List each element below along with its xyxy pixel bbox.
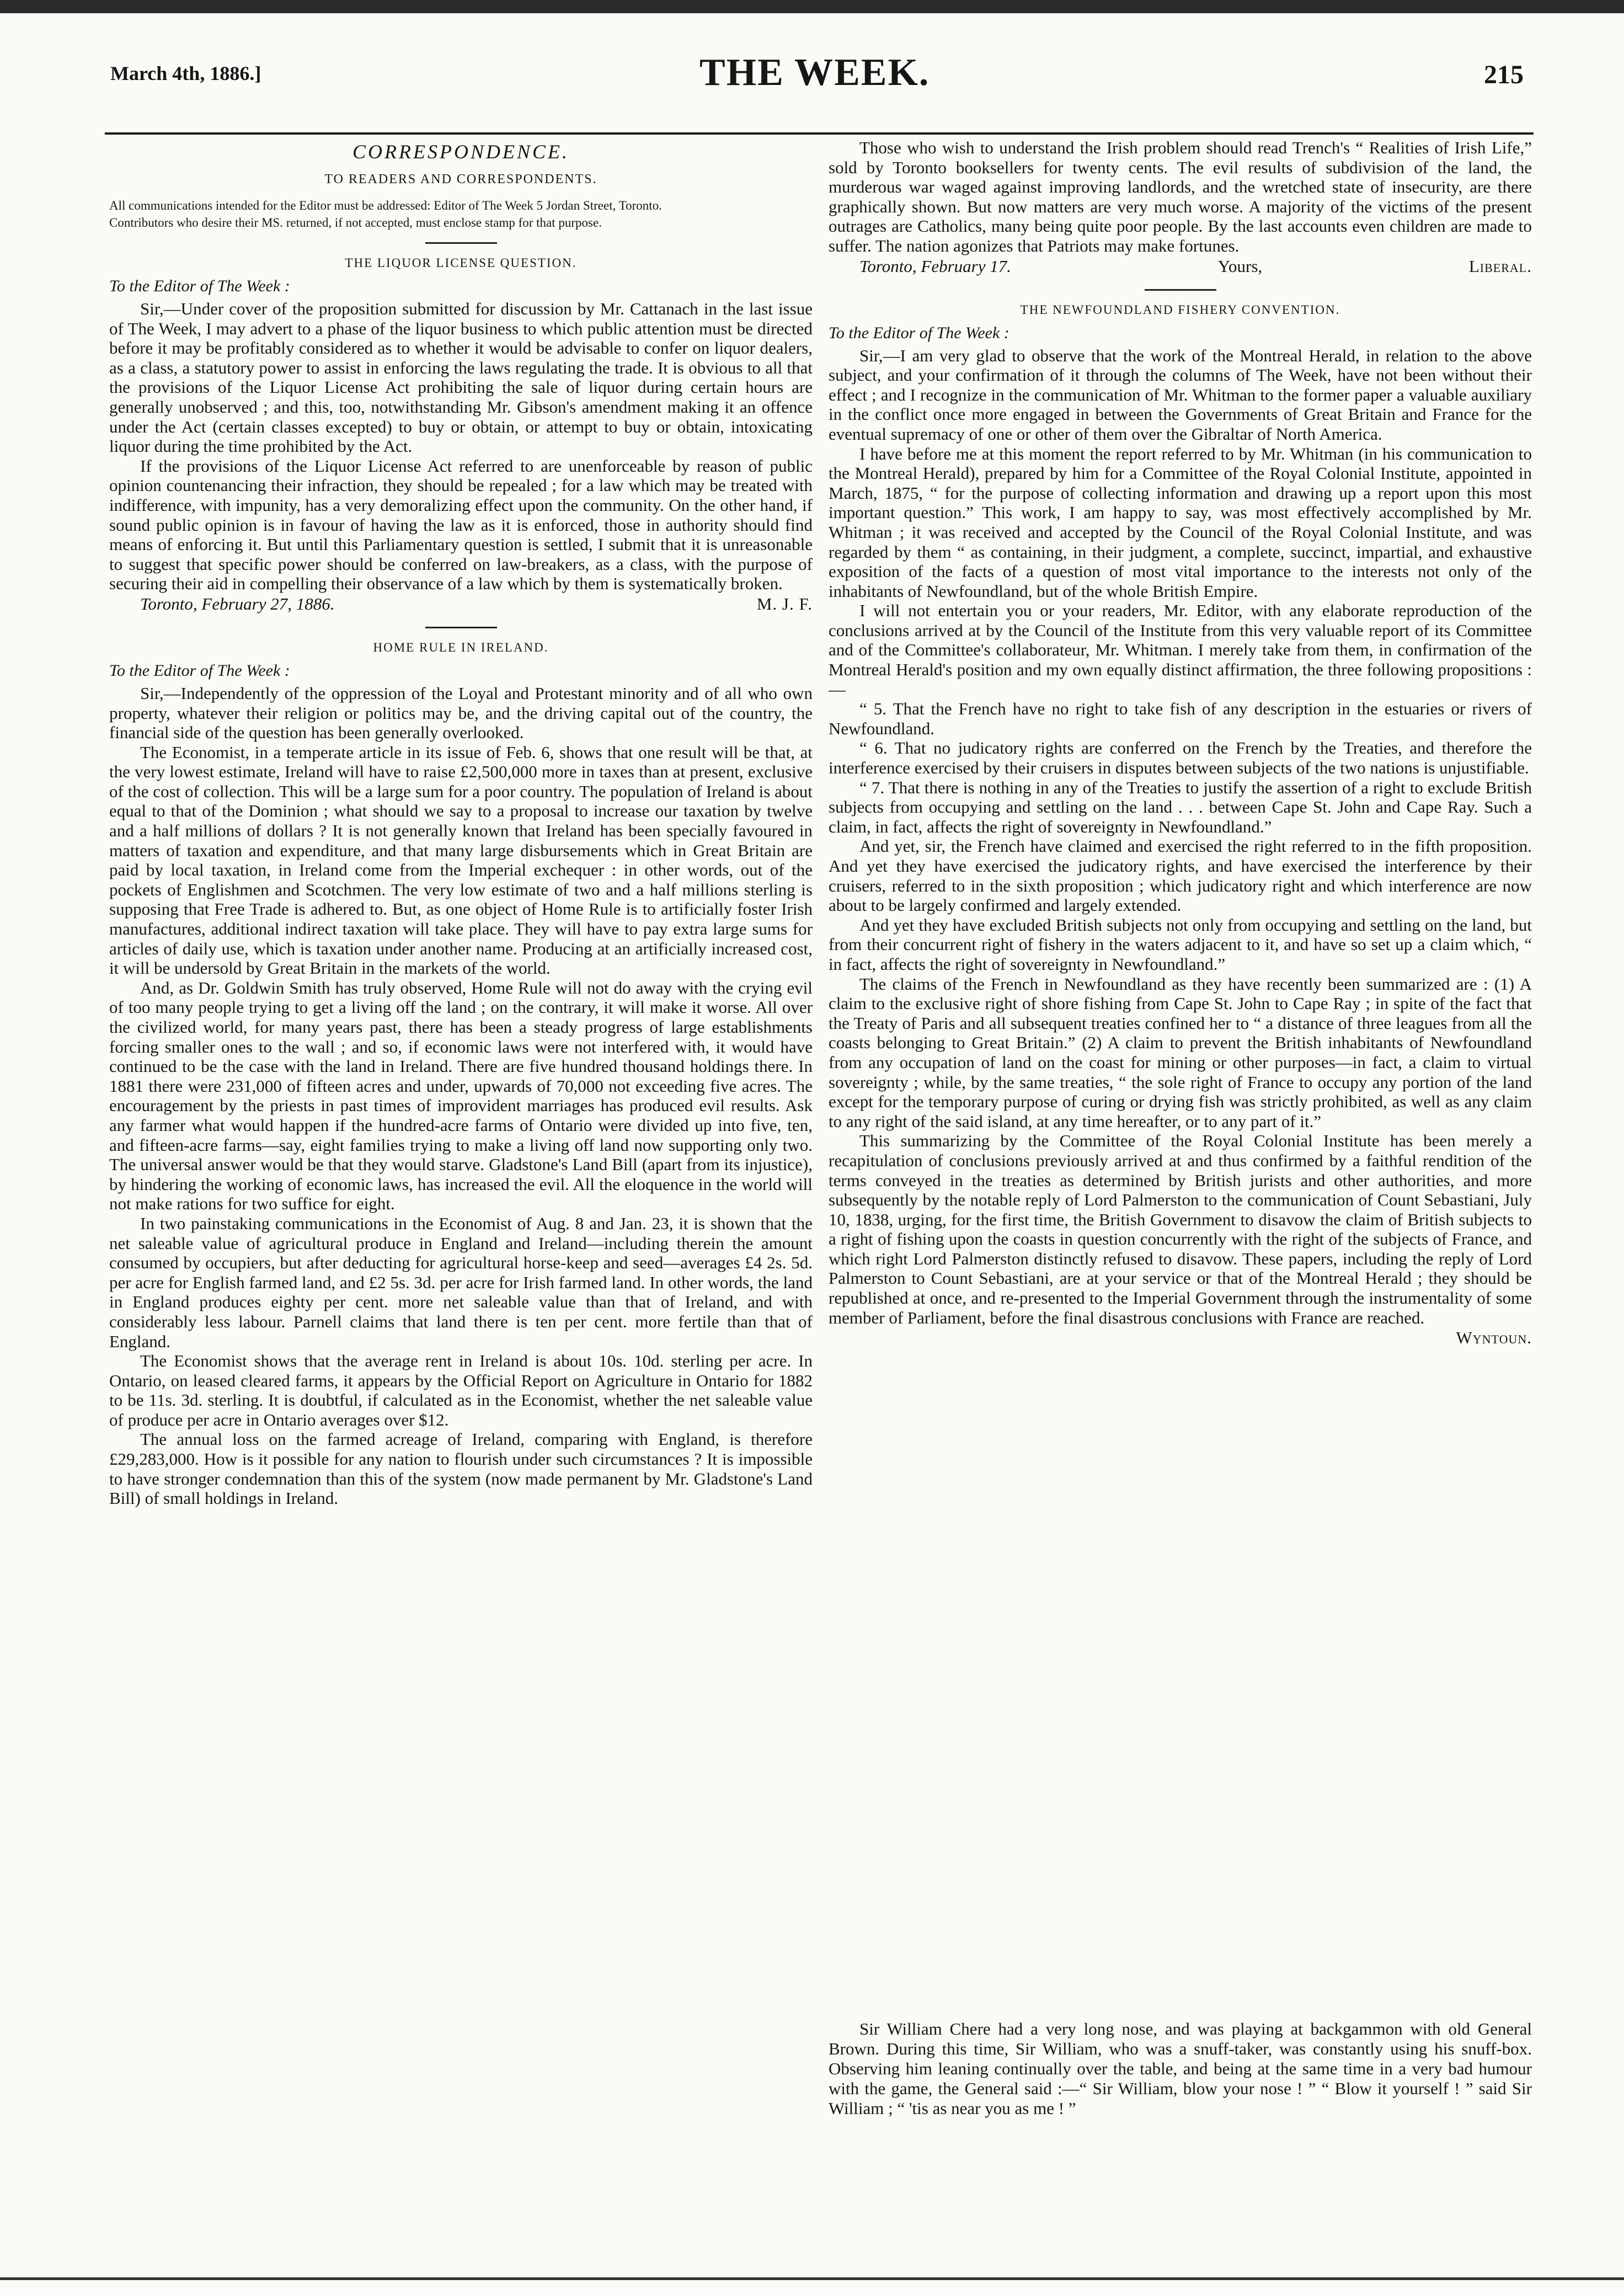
paragraph: And yet, sir, the French have claimed and exercised the right referred to in the fifth proposition. And yet they have exercised the judicatory rights, and have exercised the interference by their cruisers, referred to in the sixth proposition ; which judicatory right and which interference are now about to be largely confirmed and largely extended. bbox=[829, 836, 1532, 915]
divider bbox=[425, 627, 497, 628]
issue-date: March 4th, 1886.] bbox=[110, 62, 261, 84]
salutation: To the Editor of The Week : bbox=[829, 323, 1009, 342]
paragraph: And, as Dr. Goldwin Smith has truly observed, Home Rule will not do away with the crying evil of too many people trying to get a living off the land ; on the contrary, it will make it worse. All over the civilized world, for many years past, there has been a steady progress of large establishments forcing smaller ones to the wall ; and so, if economic laws were not interfered with, it would have continued to be the case with the land in Ireland. There are five hundred thousand holdings there. In 1881 there were 231,000 of fifteen acres and under, upwards of 70,000 not exceeding five acres. The encouragement by the priests in past times of improvident marriages has produced evil results. Ask any farmer what would happen if the hundred-acre farms of Ontario were divided up into five, ten, and fifteen-acre farms—say, eight families trying to make a living off land now supporting only two. The universal answer would be that they would starve. Gladstone's Land Bill (apart from its injustice), by hindering the working of economic laws, has increased the evil. All the eloquence in the world will not make rations for two suffice for eight. bbox=[109, 978, 813, 1214]
paragraph: This summarizing by the Committee of the Royal Colonial Institute has been merely a recapitulation of conclusions previously arrived at and thus confirmed by a faithful rendition of the terms conveyed in the treaties as determined by British jurists and other authorities, and more subsequently by the notable reply of Lord Palmerston to the communication of Count Sebastiani, July 10, 1838, urging, for the first time, the British Government to disavow the claim of British subjects to a right of fishing upon the coasts in question concurrently with the right of the subjects of France, and which right Lord Palmerston distinctly refused to disavow. These papers, including the reply of Lord Palmerston to Count Sebastiani, are at your service or that of the Montreal Herald ; they should be republished at once, and re-presented to the Imperial Government through the instrumentality of some member of Parliament, before the final disastrous conclusions with France are reached. bbox=[829, 1131, 1532, 1327]
article-home-rule bbox=[109, 641, 813, 1508]
article-heading: HOME RULE IN IRELAND. bbox=[373, 640, 549, 654]
paragraph: The Economist shows that the average rent in Ireland is about 10s. 10d. sterling per acre. In Ontario, on leased cleared farms, it appears by the Official Report on Agriculture in Ontario for 1882 to be 11s. 3d. sterling. It is doubtful, if calculated as in the Economist, whether the net saleable value of produce per acre in Ontario averages over $12. bbox=[109, 1351, 813, 1429]
page-number: 215 bbox=[1484, 60, 1524, 89]
header-rule bbox=[105, 132, 1534, 135]
paragraph: In two painstaking communications in the Economist of Aug. 8 and Jan. 23, it is shown that the net saleable value of agricultural produce in England and Ireland—including therein the amount consumed by occupiers, but after deducting for agricultural horse-keep and seed—averages £4 2s. 5d. per acre for English farmed land, and £2 5s. 3d. per acre for Irish farmed land. In other words, the land in England produces eighty per cent. more net saleable value than that of Ireland, and with considerably less labour. Parnell claims that land there is ten per cent. more fertile than that of England. bbox=[109, 1213, 813, 1351]
paragraph: Sir,—Independently of the oppression of the Loyal and Protestant minority and of all who own property, whatever their religion or politics may be, and the driving capital out of the country, the financial side of the question has been generally overlooked. bbox=[109, 683, 813, 743]
salutation: To the Editor of The Week : bbox=[109, 661, 290, 680]
bottom-edge bbox=[0, 2277, 1624, 2280]
paragraph: “ 6. That no judicatory rights are conferred on the French by the Treaties, and therefore the interference exercised by their cruisers in disputes between subjects of the two nations is unjustifiable. bbox=[829, 738, 1532, 778]
article-liquor-license bbox=[109, 256, 813, 615]
scan-edge bbox=[0, 0, 1624, 13]
contributor-notice: Contributors who desire their MS. returned, if not accepted, must enclose stamp for that purpose. bbox=[109, 216, 602, 230]
paragraph: The claims of the French in Newfoundland as they have recently been summarized are : (1) A claim to the exclusive right of shore fishing from Cape St. John to Cape Ray ; in spite of the fact that the Treaty of Paris and all subsequent treaties confined her to “ a distance of three leagues from all the coasts belonging to Great Britain.” (2) A claim to prevent the British inhabitants of Newfoundland from any occupation of land on the coast for mining or other purposes—in fact, a claim to virtual sovereignty ; while, by the same treaties, “ the sole right of France to occupy any portion of the land except for the temporary purpose of curing or drying fish was strictly prohibited, as well as any claim to any right of the said island, at any time hereafter, or to any part of it.” bbox=[829, 974, 1532, 1131]
salutation: To the Editor of The Week : bbox=[109, 277, 290, 295]
paragraph: The Economist, in a temperate article in its issue of Feb. 6, shows that one result will be that, at the very lowest estimate, Ireland will have to raise £2,500,000 more in taxes than at present, exclusive of the cost of collection. This will be a large sum for a poor country. The population of Ireland is about equal to that of the Dominion ; what should we say to a proposal to increase our taxation by twelve and a half millions of dollars ? It is not generally known that Ireland has been specially favoured in matters of taxation and expenditure, and that many large disbursements which in Great Britain are paid by local taxation, in Ireland come from the Imperial exchequer : in other words, out of the pockets of Englishmen and Scotchmen. The very low estimate of two and a half millions sterling is supposing that Free Trade is adhered to. But, as one object of Home Rule is to artificially foster Irish manufactures, additional indirect taxation will take place. They will have to pay extra large sums for articles of daily use, which is taxation under another name. Producing at an artificially increased cost, it will be undersold by Great Britain in the markets of the world. bbox=[109, 742, 813, 978]
article-heading: THE LIQUOR LICENSE QUESTION. bbox=[345, 256, 577, 270]
signature: Liberal. bbox=[1468, 256, 1532, 276]
signature: M. J. F. bbox=[756, 594, 813, 613]
section-subtitle: TO READERS AND CORRESPONDENTS. bbox=[324, 172, 597, 186]
paragraph: Those who wish to understand the Irish problem should read Trench's “ Realities of Irish Life,” sold by Toronto booksellers for twenty cents. The evil results of subdivision of the land, the murderous war waged against improving landlords, and the wretched state of insecurity, are there graphically shown. But now matters are very much worse. A majority of the victims of the present outrages are Catholics, many being quite poor people. By the last accounts even children are made to suffer. The nation agonizes that Patriots may make fortunes. bbox=[829, 138, 1532, 255]
closing: Yours, bbox=[1217, 256, 1263, 276]
paragraph: And yet they have excluded British subjects not only from occupying and settling on the land, but from their concurrent right of fishery in the waters adjacent to it, and have so set up a claim which, “ in fact, affects the right of sovereignty in Newfoundland.” bbox=[829, 915, 1532, 974]
paragraph: Sir William Chere had a very long nose, and was playing at backgammon with old General Brown. During this time, Sir William, who was a snuff-taker, was constantly using his snuff-box. Observing him leaning continually over the table, and being at the same time in a very bad humour with the game, the General said :—“ Sir William, blow your nose ! ” “ Blow it yourself ! ” said Sir William ; “ 'tis as near you as me ! ” bbox=[829, 2019, 1532, 2118]
paragraph: I will not entertain you or your readers, Mr. Editor, with any elaborate reproduction of the conclusions arrived at by the Council of the Institute from this very valuable report of its Committee and of the Committee's collaborateur, Mr. Whitman. I merely take from them, in confirmation of the Montreal Herald's position and my own equally distinct affirmation, the three following propositions :— bbox=[829, 601, 1532, 699]
editor-notice: All communications intended for the Editor must be addressed: Editor of The Week 5 Jordan Street, Toronto. bbox=[109, 199, 662, 212]
paragraph: If the provisions of the Liquor License Act referred to are unenforceable by reason of public opinion countenancing their infraction, they should be repealed ; for a law which may be treated with indifference, with impunity, has a very demoralizing effect upon the community. On the other hand, if sound public opinion is in favour of having the law as it is enforced, those in authority should find means of enforcing it. But until this Parliamentary question is settled, I submit that it is unreasonable to suggest that specific power should be conferred on law-breakers, as a class, with the purpose of securing their aid in compelling their observance of a law which by them is systematically broken. bbox=[109, 456, 813, 594]
paragraph: “ 7. That there is nothing in any of the Treaties to justify the assertion of a right to exclude British subjects from occupying and settling on the land . . . between Cape St. John and Cape Ray. Such a claim, in fact, affects the right of sovereignty in Newfoundland.” bbox=[829, 777, 1532, 836]
masthead-title: THE WEEK. bbox=[699, 51, 930, 94]
anecdote bbox=[829, 2019, 1532, 2262]
article-heading: THE NEWFOUNDLAND FISHERY CONVENTION. bbox=[1020, 302, 1340, 317]
section-title: CORRESPONDENCE. bbox=[352, 141, 569, 163]
dateline: Toronto, February 27, 1886. bbox=[140, 594, 335, 613]
signature-line bbox=[109, 594, 813, 615]
paragraph: The annual loss on the farmed acreage of Ireland, comparing with England, is therefore £29,283,000. How is it possible for any nation to flourish under such circumstances ? It is impossible to have stronger condemnation than this of the system (now made permanent by Mr. Gladstone's Land Bill) of small holdings in Ireland. bbox=[109, 1429, 813, 1508]
signature-line bbox=[829, 256, 1532, 277]
paragraph: Sir,—I am very glad to observe that the work of the Montreal Herald, in relation to the above subject, and your confirmation of it through the columns of The Week, have not been without their effect ; and I recognize in the communication of Mr. Whitman to the former paper a valuable auxiliary in the conflict once more engaged in between the Governments of Great Britain and France for the eventual supremacy of one or other of them over the Gibraltar of North America. bbox=[829, 345, 1532, 444]
paragraph: I have before me at this moment the report referred to by Mr. Whitman (in his communication to the Montreal Herald), prepared by him for a Committee of the Royal Colonial Institute, appointed in March, 1875, “ for the purpose of collecting information and drawing up a report upon this most important question.” This work, I am happy to say, was most effectively accomplished by Mr. Whitman ; it was received and accepted by the Council of the Royal Colonial Institute, and was regarded by them “ as containing, in their judgment, a complete, succinct, impartial, and exhaustive exposition of the facts of a question of most vital importance to the interests not only of the inhabitants of Newfoundland, but of the whole British Empire. bbox=[829, 444, 1532, 601]
article-newfoundland-fishery bbox=[829, 303, 1532, 1349]
dateline: Toronto, February 17. bbox=[859, 256, 1012, 276]
divider bbox=[425, 242, 497, 244]
right-column bbox=[829, 138, 1532, 2118]
signature: Wyntoun. bbox=[1456, 1328, 1532, 1348]
divider bbox=[1145, 289, 1216, 291]
paragraph: “ 5. That the French have no right to take fish of any description in the estuaries or rivers of Newfoundland. bbox=[829, 699, 1532, 738]
paragraph: Sir,—Under cover of the proposition submitted for discussion by Mr. Cattanach in the last issue of The Week, I may advert to a phase of the liquor business to which public attention must be directed before it may be profitably considered as to whether it would be advisable to confer on liquor dealers, as a class, a statutory power to assist in enforcing the laws regulating the trade. It is obvious to all that the provisions of the Liquor License Act prohibiting the sale of liquor during certain hours are generally unobserved ; and this, too, notwithstanding Mr. Gibson's amendment making it an offence under the Act (certain classes excepted) to buy or obtain, or attempt to buy or obtain, intoxicating liquor during the time prohibited by the Act. bbox=[109, 299, 813, 456]
left-column bbox=[109, 138, 813, 2256]
